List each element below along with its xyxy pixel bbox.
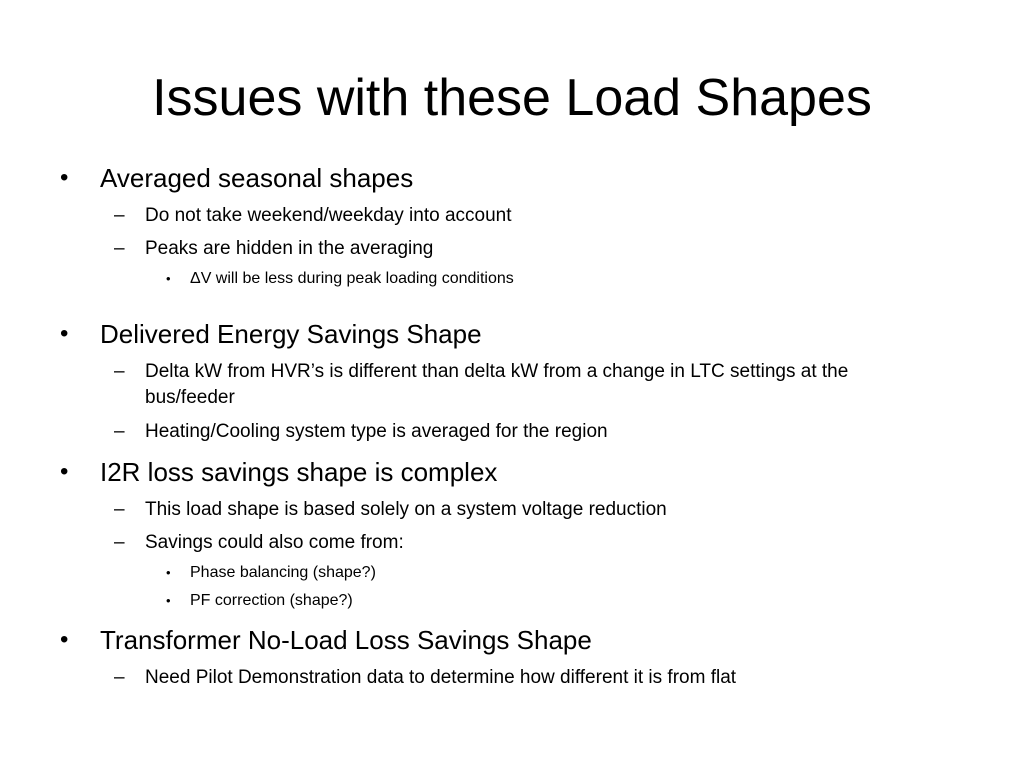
bullet-delivered-energy-savings-shape: Delivered Energy Savings Shape	[100, 319, 482, 349]
sub-bullet-savings-could-come-from: Savings could also come from:	[145, 532, 404, 553]
sub-bullet-system-voltage-reduction: This load shape is based solely on a system voltage reduction	[145, 499, 667, 520]
sub-bullet-marker: –	[114, 532, 125, 553]
sub-bullet-weekend-weekday: Do not take weekend/weekday into account	[145, 205, 512, 226]
sub-bullet-marker: –	[114, 205, 125, 226]
sub-bullet-peaks-hidden: Peaks are hidden in the averaging	[145, 238, 434, 259]
bullet-marker: •	[60, 458, 69, 485]
sub-bullet-delta-kw-line2: bus/feeder	[145, 387, 235, 408]
sub-bullet-marker: –	[114, 667, 125, 688]
bullet-marker: •	[60, 164, 69, 191]
sub-sub-bullet-marker: •	[166, 593, 171, 608]
sub-bullet-marker: –	[114, 499, 125, 520]
bullet-transformer-no-load-loss: Transformer No-Load Loss Savings Shape	[100, 625, 592, 655]
sub-sub-bullet-pf-correction: PF correction (shape?)	[190, 592, 353, 609]
sub-sub-bullet-phase-balancing: Phase balancing (shape?)	[190, 564, 376, 581]
sub-bullet-marker: –	[114, 238, 125, 259]
sub-bullet-heating-cooling: Heating/Cooling system type is averaged for the region	[145, 421, 608, 442]
slide-title: Issues with these Load Shapes	[152, 69, 872, 127]
bullet-i2r-loss-savings: I2R loss savings shape is complex	[100, 457, 498, 487]
sub-bullet-pilot-demonstration: Need Pilot Demonstration data to determine how different it is from flat	[145, 667, 737, 688]
sub-sub-bullet-marker: •	[166, 271, 171, 286]
sub-sub-bullet-marker: •	[166, 565, 171, 580]
sub-bullet-marker: –	[114, 361, 125, 382]
sub-bullet-delta-kw-line1: Delta kW from HVR’s is different than delta kW from a change in LTC settings at the	[145, 361, 849, 382]
bullet-marker: •	[60, 626, 69, 653]
sub-sub-bullet-delta-v: ΔV will be less during peak loading conditions	[190, 270, 514, 287]
bullet-averaged-seasonal-shapes: Averaged seasonal shapes	[100, 163, 414, 193]
sub-bullet-marker: –	[114, 421, 125, 442]
bullet-marker: •	[60, 320, 69, 347]
